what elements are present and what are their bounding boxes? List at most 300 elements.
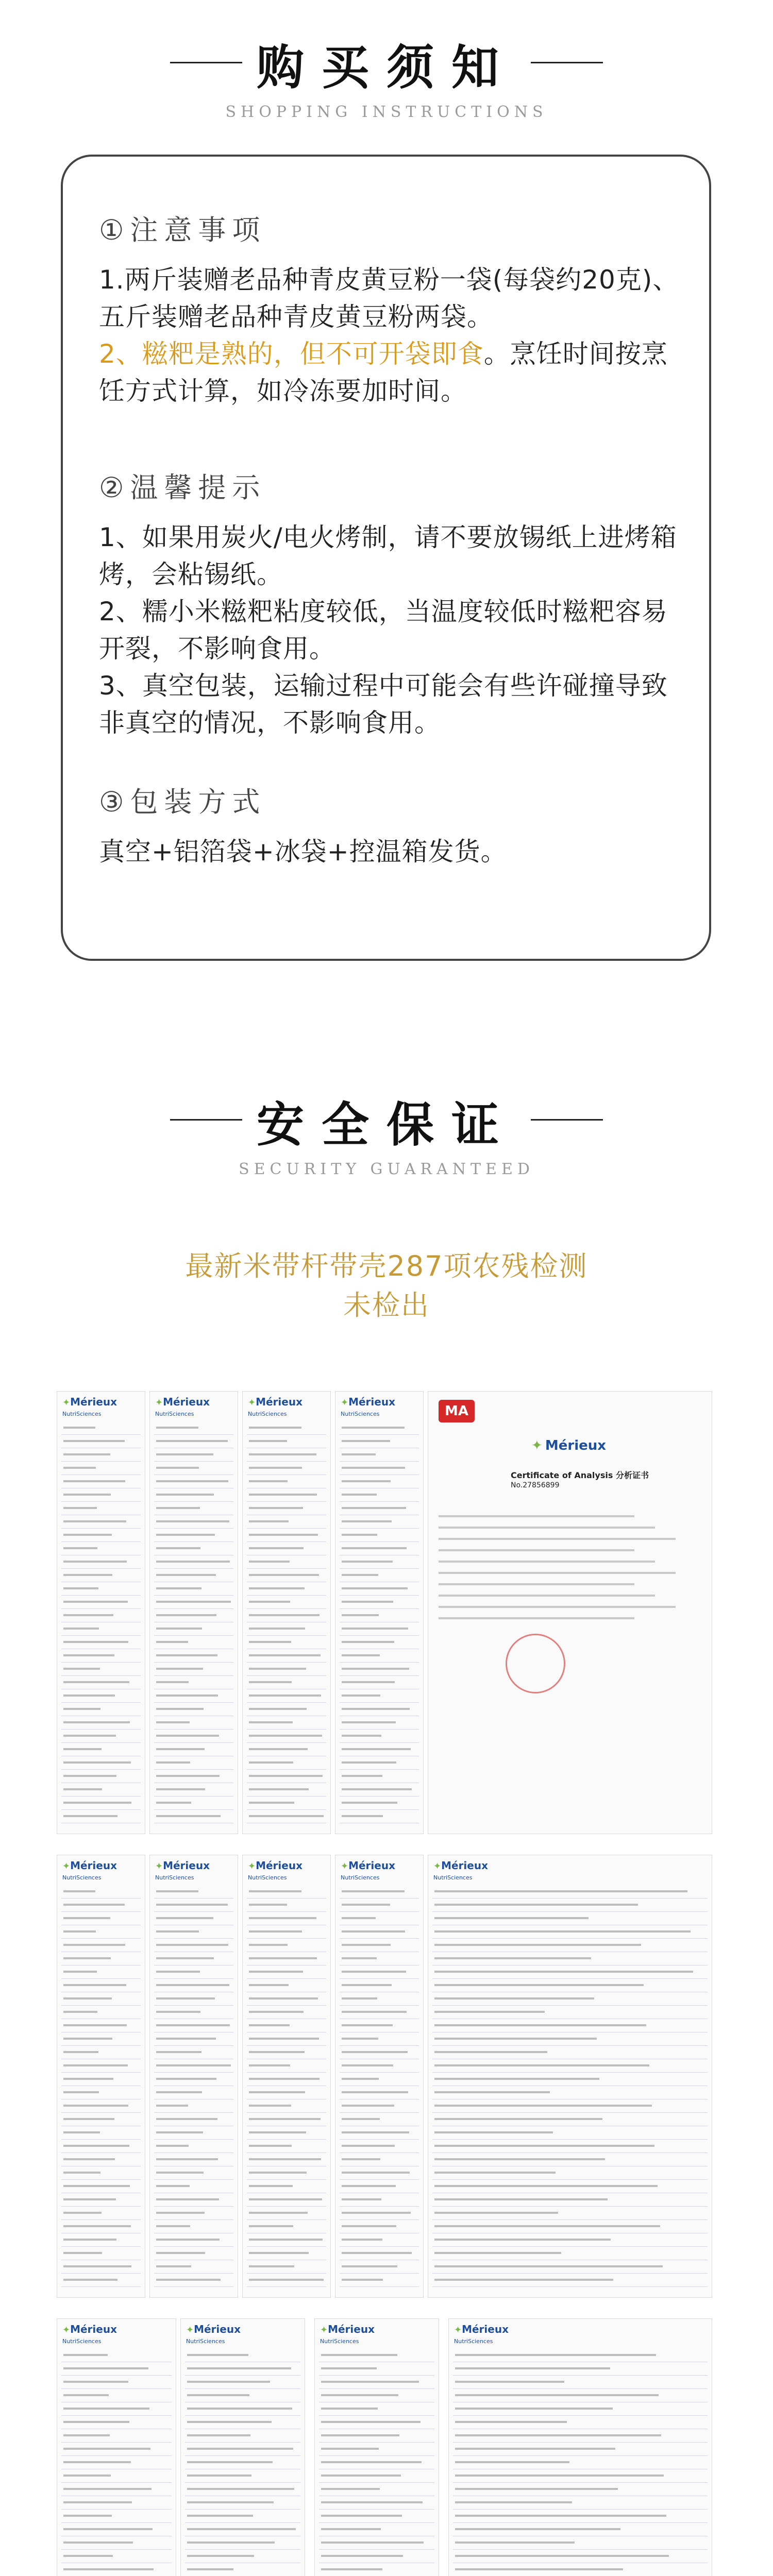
report-row: [340, 2073, 419, 2086]
report-row: [319, 2469, 434, 2483]
report-row: [154, 1448, 233, 1462]
test-line-2: 未检出: [343, 1289, 430, 1321]
report-row: [340, 1783, 419, 1797]
report-page: [335, 1391, 424, 1834]
report-row: [432, 2126, 708, 2140]
report-table: [319, 2349, 434, 2576]
report-row: [61, 1555, 141, 1569]
report-row: [247, 1965, 326, 1979]
report-row: [61, 2153, 141, 2166]
report-row: [154, 1421, 233, 1435]
report-row: [432, 1952, 708, 1965]
lab-logo: ✦Mérieux NutriSciences: [155, 1396, 210, 1417]
report-row: [61, 2019, 141, 2032]
report-row: [61, 2416, 172, 2429]
report-row: [154, 2207, 233, 2220]
purchase-subtitle: SHOPPING INSTRUCTIONS: [225, 103, 548, 121]
notes-cooked-warning: 2、糍粑是熟的，但不可开袋即食: [99, 339, 484, 369]
report-row: [340, 1435, 419, 1448]
report-row: [154, 2274, 233, 2287]
report-row: [340, 2006, 419, 2019]
report-row: [154, 1462, 233, 1475]
pack-heading: ③包装方式: [99, 786, 266, 818]
report-row: [154, 1622, 233, 1636]
report-row: [247, 1609, 326, 1622]
report-row: [432, 2193, 708, 2207]
report-row: [247, 1912, 326, 1925]
report-row: [247, 2099, 326, 2113]
report-text-line: [439, 1527, 655, 1529]
report-row: [61, 1596, 141, 1609]
report-row: [247, 2006, 326, 2019]
report-row: [247, 1529, 326, 1542]
report-row: [247, 2153, 326, 2166]
report-row: [61, 1783, 141, 1797]
lab-brand-sub: NutriSciences: [62, 1874, 102, 1881]
report-row: [340, 1899, 419, 1912]
report-row: [154, 1689, 233, 1703]
report-text-line: [439, 1538, 676, 1540]
report-table: [61, 1421, 141, 1824]
report-row: [247, 2140, 326, 2153]
report-row: [453, 2349, 708, 2362]
report-row: [340, 1502, 419, 1515]
report-row: [247, 2260, 326, 2274]
notes-gift-text: 1.两斤装赠老品种青皮黄豆粉一袋(每袋约20克)、五斤装赠老品种青皮黄豆粉两袋。: [99, 265, 679, 332]
report-row: [61, 2140, 141, 2153]
report-row: [247, 2019, 326, 2032]
tips-item-3: 3、真空包装，运输过程中可能会有些许碰撞导致非真空的情况，不影响食用。: [99, 671, 668, 738]
report-row: [247, 1716, 326, 1730]
report-row: [340, 2140, 419, 2153]
report-row: [340, 1609, 419, 1622]
report-row: [247, 1703, 326, 1716]
report-row: [340, 2059, 419, 2073]
lab-logo: ✦Mérieux NutriSciences: [62, 1396, 117, 1417]
report-row: [340, 1965, 419, 1979]
report-row: [154, 2113, 233, 2126]
report-row: [61, 1912, 141, 1925]
report-row: [61, 2523, 172, 2536]
report-page: [180, 2318, 305, 2576]
report-row: [432, 2046, 708, 2059]
report-row: [432, 1885, 708, 1899]
report-row: [61, 2536, 172, 2550]
report-row: [247, 1810, 326, 1823]
report-page: [428, 1855, 712, 2298]
report-row: [154, 1730, 233, 1743]
report-row: [247, 1555, 326, 1569]
lab-brand-sub: NutriSciences: [155, 1874, 194, 1881]
report-row: [247, 2166, 326, 2180]
report-row: [432, 2233, 708, 2247]
report-row: [61, 2126, 141, 2140]
report-row: [247, 1899, 326, 1912]
report-row: [247, 1569, 326, 1582]
report-row: [61, 2469, 172, 2483]
report-table: [432, 1885, 708, 2288]
report-row: [61, 2260, 141, 2274]
report-row: [61, 1636, 141, 1649]
report-row: [247, 2113, 326, 2126]
report-row: [154, 1515, 233, 1529]
report-row: [247, 2086, 326, 2099]
lab-brand-sub: NutriSciences: [62, 1411, 102, 1417]
lab-logo: ✦Mérieux NutriSciences: [454, 2323, 509, 2345]
report-row: [432, 2032, 708, 2046]
report-row: [185, 2496, 300, 2510]
report-row: [247, 1797, 326, 1810]
lab-brand: Mérieux: [348, 1859, 395, 1872]
report-row: [61, 1421, 141, 1435]
report-row: [154, 2180, 233, 2193]
report-row: [61, 2059, 141, 2073]
report-row: [61, 2563, 172, 2576]
report-row: [247, 1925, 326, 1939]
report-row: [247, 1636, 326, 1649]
report-row: [61, 2113, 141, 2126]
report-row: [453, 2536, 708, 2550]
lab-logo: ✦Mérieux NutriSciences: [62, 1859, 117, 1881]
report-row: [340, 1979, 419, 1992]
report-row: [185, 2536, 300, 2550]
report-row: [340, 1529, 419, 1542]
report-row: [247, 1770, 326, 1783]
cert-title: Certificate of Analysis 分析证书: [511, 1470, 649, 1480]
lab-brand: Mérieux: [163, 1859, 210, 1872]
report-row: [340, 2274, 419, 2287]
report-row: [340, 1488, 419, 1502]
report-row: [247, 1435, 326, 1448]
report-row: [247, 1582, 326, 1596]
report-row: [154, 2099, 233, 2113]
report-row: [61, 1448, 141, 1462]
report-row: [61, 1582, 141, 1596]
report-row: [61, 2443, 172, 2456]
report-row: [453, 2429, 708, 2443]
lab-brand-sub: NutriSciences: [62, 2338, 102, 2345]
report-row: [185, 2429, 300, 2443]
report-row: [61, 1885, 141, 1899]
report-row: [340, 2166, 419, 2180]
report-row: [247, 2059, 326, 2073]
report-row: [154, 1885, 233, 1899]
report-row: [154, 1925, 233, 1939]
report-page: [57, 1391, 145, 1834]
report-row: [247, 1502, 326, 1515]
report-row: [319, 2389, 434, 2402]
report-row: [61, 2233, 141, 2247]
report-row: [340, 1810, 419, 1823]
tips-item-2: 2、糯小米糍粑粘度较低，当温度较低时糍粑容易开裂，不影响食用。: [99, 597, 668, 664]
report-row: [319, 2523, 434, 2536]
report-row: [340, 1703, 419, 1716]
report-row: [340, 1730, 419, 1743]
report-row: [61, 2247, 141, 2260]
report-row: [185, 2523, 300, 2536]
test-line-1: 最新米带杆带壳287项农残检测: [185, 1250, 588, 1282]
report-row: [61, 1756, 141, 1770]
report-row: [340, 2207, 419, 2220]
report-row: [247, 2032, 326, 2046]
report-row: [61, 1649, 141, 1663]
report-table: [185, 2349, 300, 2576]
report-row: [247, 1979, 326, 1992]
lab-logo: ✦Mérieux NutriSciences: [248, 1396, 303, 1417]
lab-logo: ✦Mérieux NutriSciences: [320, 2323, 375, 2345]
report-row: [61, 2006, 141, 2019]
report-row: [154, 1475, 233, 1488]
report-row: [340, 2260, 419, 2274]
report-row: [340, 1770, 419, 1783]
report-row: [340, 1622, 419, 1636]
report-row: [247, 1488, 326, 1502]
report-row: [247, 1542, 326, 1555]
report-table: [340, 1421, 419, 1824]
report-row: [154, 1770, 233, 1783]
report-row: [453, 2510, 708, 2523]
report-row: [154, 2260, 233, 2274]
report-row: [61, 2180, 141, 2193]
lab-brand: Mérieux: [545, 1438, 607, 1453]
report-row: [154, 1555, 233, 1569]
report-row: [185, 2443, 300, 2456]
report-row: [185, 2376, 300, 2389]
report-row: [340, 2247, 419, 2260]
report-row: [247, 1421, 326, 1435]
report-row: [154, 2220, 233, 2233]
report-row: [432, 1939, 708, 1952]
report-text-line: [439, 1572, 676, 1574]
report-page: [242, 1391, 331, 1834]
report-row: [432, 2180, 708, 2193]
report-row: [61, 1475, 141, 1488]
report-row: [154, 1743, 233, 1756]
report-row: [154, 1756, 233, 1770]
lab-brand-sub: NutriSciences: [248, 1874, 287, 1881]
report-row: [61, 1569, 141, 1582]
report-row: [340, 1636, 419, 1649]
report-row: [432, 2207, 708, 2220]
report-row: [61, 1663, 141, 1676]
report-row: [319, 2563, 434, 2576]
report-row: [61, 2429, 172, 2443]
report-table: [61, 2349, 172, 2576]
report-row: [340, 2233, 419, 2247]
report-row: [247, 1730, 326, 1743]
tips-heading: ②温馨提示: [99, 471, 266, 504]
tips-item-1: 1、如果用炭火/电火烤制，请不要放锡纸上进烤箱烤，会粘锡纸。: [99, 522, 677, 589]
test-result-heading: [0, 1247, 773, 1325]
report-row: [247, 1475, 326, 1488]
report-row: [340, 2086, 419, 2099]
report-row: [154, 2140, 233, 2153]
report-row: [154, 1783, 233, 1797]
report-page: [149, 1855, 238, 2298]
report-row: [453, 2416, 708, 2429]
report-text-line: [439, 1561, 655, 1563]
report-row: [453, 2456, 708, 2469]
report-row: [61, 2349, 172, 2362]
report-page: [57, 2318, 176, 2576]
lab-brand: Mérieux: [70, 2323, 117, 2335]
report-row: [340, 2193, 419, 2207]
report-row: [340, 1515, 419, 1529]
report-row: [432, 2140, 708, 2153]
report-row: [61, 1965, 141, 1979]
report-row: [61, 1716, 141, 1730]
report-page: [57, 1855, 145, 2298]
report-row: [319, 2349, 434, 2362]
report-row: [154, 2059, 233, 2073]
report-text-line: [439, 1606, 676, 1608]
lab-brand: Mérieux: [441, 1859, 488, 1872]
title-rule-left: [170, 62, 242, 63]
report-row: [247, 1596, 326, 1609]
report-row: [154, 1979, 233, 1992]
cert-number: No.27856899: [511, 1481, 560, 1489]
report-row: [432, 2220, 708, 2233]
lab-brand-sub: NutriSciences: [341, 1411, 380, 1417]
report-row: [319, 2456, 434, 2469]
lab-logo: ✦Mérieux NutriSciences: [433, 1859, 488, 1881]
report-row: [61, 1542, 141, 1555]
report-row: [185, 2349, 300, 2362]
report-row: [185, 2483, 300, 2496]
lab-brand: Mérieux: [70, 1396, 117, 1408]
report-row: [154, 1716, 233, 1730]
report-page: [335, 1855, 424, 2298]
report-row: [185, 2469, 300, 2483]
lab-brand: Mérieux: [256, 1396, 303, 1408]
report-row: [61, 2046, 141, 2059]
report-row: [340, 2046, 419, 2059]
report-row: [247, 2274, 326, 2287]
security-section-title: [0, 1087, 773, 1178]
report-row: [154, 1582, 233, 1596]
report-row: [61, 1622, 141, 1636]
lab-brand: Mérieux: [163, 1396, 210, 1408]
report-row: [61, 2207, 141, 2220]
report-row: [61, 1488, 141, 1502]
report-row: [432, 2073, 708, 2086]
report-row: [340, 2126, 419, 2140]
report-row: [453, 2550, 708, 2563]
report-page: [242, 1855, 331, 2298]
report-row: [432, 1912, 708, 1925]
report-text-line: [439, 1617, 634, 1619]
report-row: [154, 1810, 233, 1823]
report-row: [340, 1925, 419, 1939]
report-row: [319, 2510, 434, 2523]
lab-logo: ✦Mérieux NutriSciences: [341, 1859, 395, 1881]
report-row: [319, 2550, 434, 2563]
report-row: [154, 2166, 233, 2180]
report-text-line: [439, 1515, 634, 1517]
report-row: [340, 1743, 419, 1756]
report-row: [340, 1912, 419, 1925]
report-row: [340, 1952, 419, 1965]
report-row: [247, 1649, 326, 1663]
report-row: [340, 1756, 419, 1770]
report-row: [340, 1797, 419, 1810]
report-row: [247, 2247, 326, 2260]
report-row: [340, 2113, 419, 2126]
lab-logo: ✦Mérieux NutriSciences: [62, 2323, 117, 2345]
report-row: [432, 1965, 708, 1979]
report-row: [154, 2046, 233, 2059]
report-row: [61, 1676, 141, 1689]
report-row: [319, 2483, 434, 2496]
report-row: [340, 1716, 419, 1730]
lab-brand-sub: NutriSciences: [186, 2338, 225, 2345]
pack-text: 真空+铝箔袋+冰袋+控温箱发货。: [99, 837, 507, 867]
report-row: [154, 2247, 233, 2260]
lab-logo: ✦Mérieux NutriSciences: [155, 1859, 210, 1881]
lab-brand-sub: NutriSciences: [454, 2338, 493, 2345]
report-row: [432, 2260, 708, 2274]
report-row: [61, 1435, 141, 1448]
report-row: [154, 2006, 233, 2019]
report-row: [453, 2389, 708, 2402]
notice-card: [61, 155, 711, 961]
report-row: [247, 2126, 326, 2140]
report-row: [340, 2180, 419, 2193]
title-rule-right: [531, 1119, 603, 1121]
report-row: [340, 1421, 419, 1435]
report-row: [185, 2416, 300, 2429]
report-row: [453, 2563, 708, 2576]
report-row: [247, 2180, 326, 2193]
report-table: [61, 1885, 141, 2288]
report-row: [61, 2550, 172, 2563]
report-row: [154, 1649, 233, 1663]
report-row: [247, 1663, 326, 1676]
report-row: [154, 2193, 233, 2207]
report-page: [428, 1391, 712, 1834]
report-row: [154, 2233, 233, 2247]
report-row: [61, 2099, 141, 2113]
report-row: [154, 1502, 233, 1515]
report-row: [247, 1676, 326, 1689]
lab-brand: Mérieux: [328, 2323, 375, 2335]
report-row: [247, 2220, 326, 2233]
report-row: [185, 2456, 300, 2469]
report-row: [247, 1462, 326, 1475]
report-row: [247, 1939, 326, 1952]
report-row: [154, 1952, 233, 1965]
report-row: [453, 2443, 708, 2456]
report-row: [61, 2510, 172, 2523]
lab-logo: ✦Mérieux NutriSciences: [341, 1396, 395, 1417]
report-row: [319, 2496, 434, 2510]
report-row: [432, 2019, 708, 2032]
lab-brand: Mérieux: [194, 2323, 241, 2335]
report-row: [61, 2389, 172, 2402]
lab-brand-sub: NutriSciences: [155, 1411, 194, 1417]
report-row: [340, 1448, 419, 1462]
report-row: [61, 2032, 141, 2046]
lab-brand: Mérieux: [348, 1396, 395, 1408]
report-row: [340, 1582, 419, 1596]
report-row: [61, 1810, 141, 1823]
report-row: [61, 2220, 141, 2233]
security-title: 安全保证: [256, 1097, 516, 1153]
report-row: [61, 2496, 172, 2510]
report-table: [154, 1421, 233, 1824]
report-row: [61, 2362, 172, 2376]
report-row: [340, 1475, 419, 1488]
